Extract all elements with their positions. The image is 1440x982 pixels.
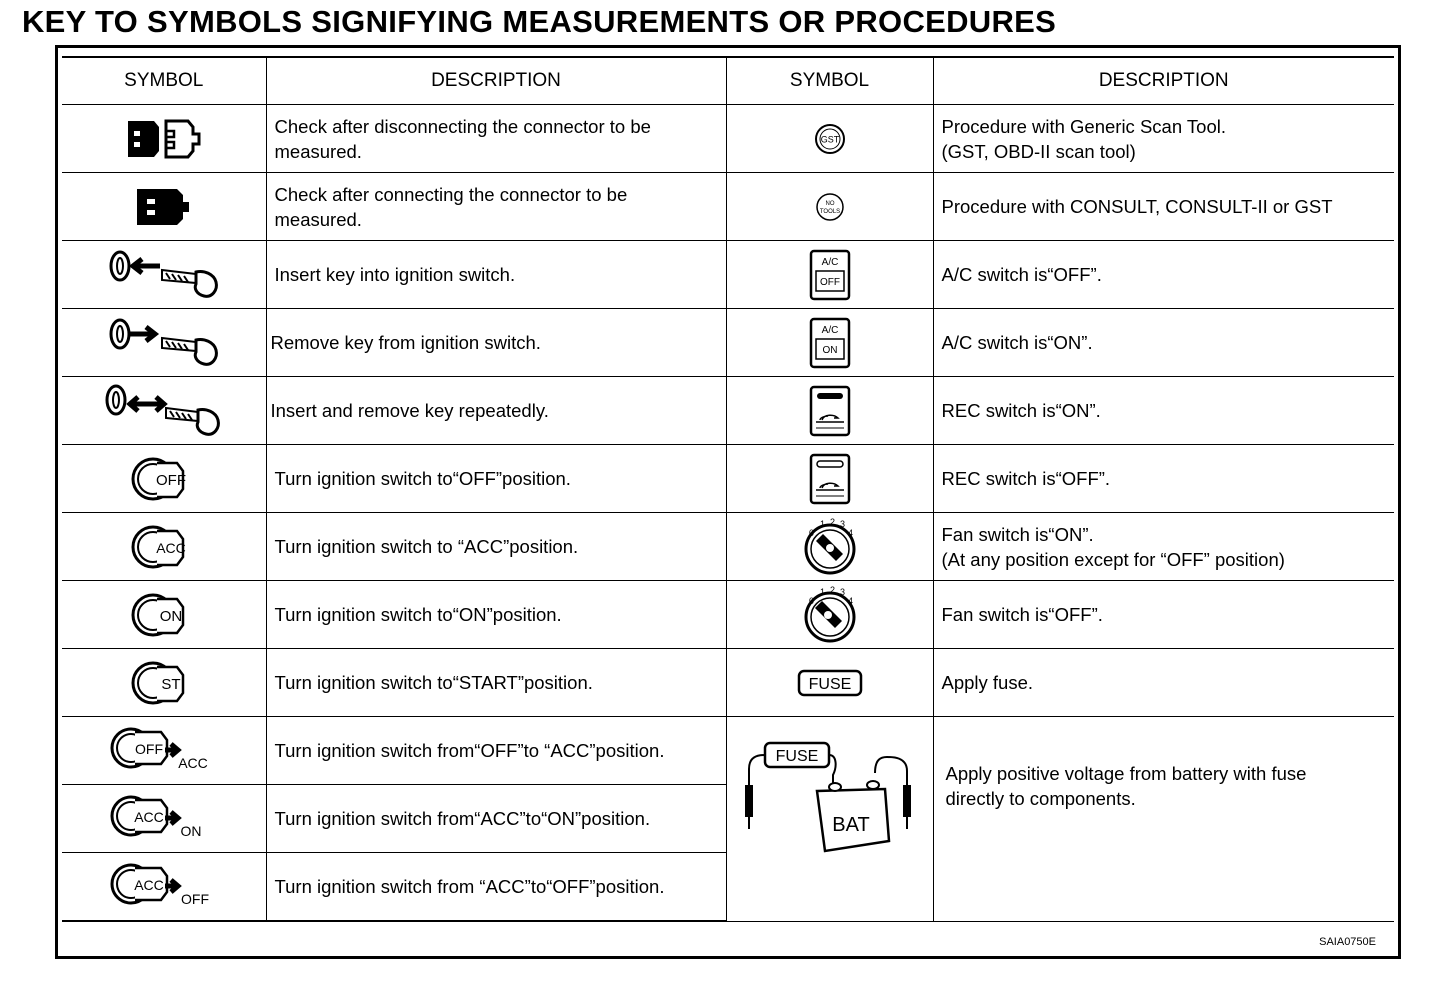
connector-connected-icon [62,173,266,241]
ignition-acc-to-off-icon [62,853,266,922]
list-item: Fan switch is“ON”. (At any position except for “OFF” position) [933,513,1394,581]
ignition-off-to-acc-icon [62,717,266,785]
list-item: Procedure with Generic Scan Tool. (GST, OBD-II scan tool) [933,105,1394,173]
svg-text:ACC: ACC [155,539,186,556]
svg-text:TOOLS: TOOLS [819,208,840,215]
insert-remove-key-icon [62,377,266,445]
ac-off-icon [726,241,933,309]
svg-text:ON: ON [180,822,202,839]
svg-text:NO: NO [825,200,834,207]
list-item: Remove key from ignition switch. [266,309,726,377]
svg-text:0: 0 [808,595,814,606]
insert-key-icon [62,241,266,309]
list-item: Turn ignition switch to“OFF”position. [266,445,726,513]
svg-text:2: 2 [829,584,835,595]
svg-text:BAT: BAT [831,814,870,836]
list-item: A/C switch is“ON”. [933,309,1394,377]
table-row [62,173,1394,241]
list-item: Check after disconnecting the connector to be measured. [266,105,726,173]
list-item: Procedure with CONSULT, CONSULT-II or GST [933,173,1394,241]
svg-text:1: 1 [819,518,825,529]
svg-text:4: 4 [847,527,853,538]
list-item: REC switch is“OFF”. [933,445,1394,513]
page-title: KEY TO SYMBOLS SIGNIFYING MEASUREMENTS OR PROCEDURES [22,4,1057,39]
svg-text:0: 0 [808,527,814,538]
svg-text:OFF: OFF [134,740,163,757]
fuse-icon [726,649,933,717]
svg-text:3: 3 [839,586,845,597]
svg-text:OFF: OFF [819,276,840,288]
ignition-on-icon [62,581,266,649]
list-item: Turn ignition switch to“START”position. [266,649,726,717]
list-item: Apply fuse. [933,649,1394,717]
rec-off-icon [726,445,933,513]
svg-text:4: 4 [847,595,853,606]
description-header: DESCRIPTION [266,57,726,105]
svg-text:OFF: OFF [180,890,209,907]
symbols-table [62,56,1394,922]
list-item: Turn ignition switch from“OFF”to “ACC”position. [266,717,726,785]
ac-on-icon [726,309,933,377]
ignition-off-icon [62,445,266,513]
remove-key-icon [62,309,266,377]
description-header-2: DESCRIPTION [933,57,1394,105]
list-item: Fan switch is“OFF”. [933,581,1394,649]
svg-text:FUSE: FUSE [808,675,851,693]
svg-text:ON: ON [159,607,182,625]
ignition-acc-to-on-icon [62,785,266,853]
battery-fuse-icon [726,717,933,922]
table-row [62,513,1394,581]
table-row [62,445,1394,513]
table-header-row [62,57,1394,105]
table-row [62,241,1394,309]
svg-text:2: 2 [829,516,835,527]
no-tools-icon [726,173,933,241]
connector-disconnected-icon [62,105,266,173]
rec-on-icon [726,377,933,445]
symbol-header: SYMBOL [62,57,266,105]
table-row [62,581,1394,649]
svg-text:ACC: ACC [133,808,164,825]
fan-on-icon [726,513,933,581]
table-row [62,649,1394,717]
list-item: Check after connecting the connector to be measured. [266,173,726,241]
list-item: Insert key into ignition switch. [266,241,726,309]
table-row [62,717,1394,785]
list-item: Turn ignition switch to “ACC”position. [266,513,726,581]
list-item: Apply positive voltage from battery with fuse directly to components. [933,717,1394,922]
svg-text:FUSE: FUSE [775,748,818,765]
gst-icon [726,105,933,173]
svg-text:ACC: ACC [177,754,208,771]
table-row [62,309,1394,377]
svg-text:OFF: OFF [155,471,186,489]
table-row [62,105,1394,173]
symbol-header-2: SYMBOL [726,57,933,105]
list-item: Turn ignition switch to“ON”position. [266,581,726,649]
svg-text:ST: ST [161,675,181,693]
list-item: A/C switch is“OFF”. [933,241,1394,309]
list-item: REC switch is“ON”. [933,377,1394,445]
table-row [62,377,1394,445]
figure-code: SAIA0750E [1319,936,1376,948]
svg-text:GST: GST [820,134,839,144]
list-item: Turn ignition switch from “ACC”to“OFF”position. [266,853,726,922]
svg-text:1: 1 [819,586,825,597]
svg-text:A/C: A/C [821,256,838,268]
svg-text:ON: ON [822,344,837,356]
fan-off-icon [726,581,933,649]
ignition-start-icon [62,649,266,717]
list-item: Turn ignition switch from“ACC”to“ON”position. [266,785,726,853]
list-item: Insert and remove key repeatedly. [266,377,726,445]
svg-text:ACC: ACC [133,876,164,893]
svg-text:3: 3 [839,518,845,529]
ignition-acc-icon [62,513,266,581]
svg-text:A/C: A/C [821,324,838,336]
